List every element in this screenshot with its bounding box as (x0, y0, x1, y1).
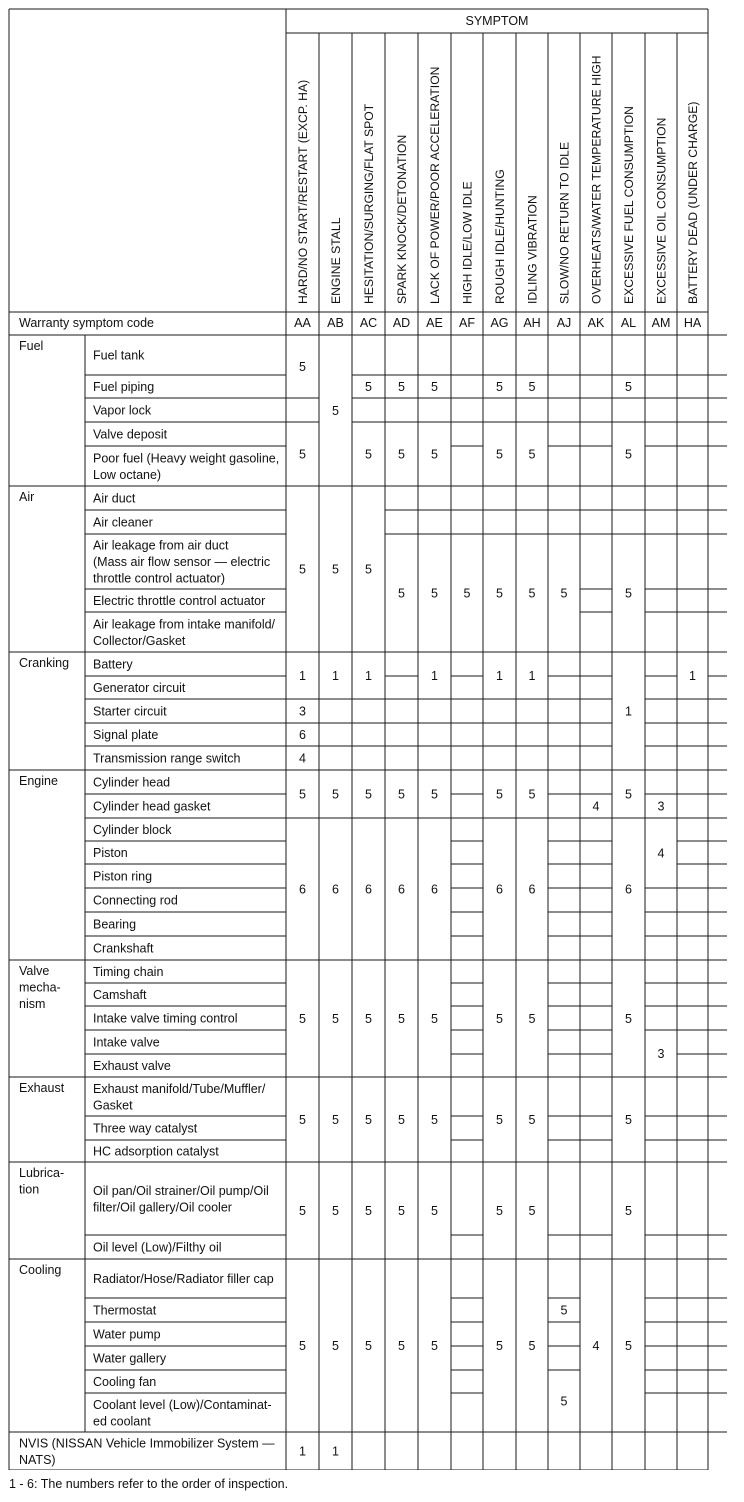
inspection-order-value: 4 (657, 846, 665, 861)
inspection-order-value: 5 (625, 1113, 632, 1127)
inspection-order-value: 5 (528, 1204, 536, 1218)
item-label: ed coolant (93, 1414, 151, 1429)
symptom-column-header: HIGH IDLE/LOW IDLE (460, 181, 475, 304)
group-label: Engine (19, 774, 58, 788)
group-label: Valve (19, 964, 50, 978)
inspection-order-value: 1 (332, 669, 339, 683)
item-label: Battery (93, 657, 133, 672)
inspection-order-value: 5 (365, 787, 372, 802)
symptom-column-header: EXCESSIVE FUEL CONSUMPTION (622, 106, 636, 304)
symptom-code: HA (683, 316, 702, 330)
group-label: nism (19, 997, 46, 1011)
item-label: Connecting rod (93, 893, 178, 908)
item-label: Oil level (Low)/Filthy oil (93, 1240, 222, 1255)
inspection-order-value: 1 (299, 669, 306, 683)
item-label: Intake valve (93, 1035, 160, 1050)
item-label: Air leakage from intake manifold/ (93, 617, 276, 632)
item-label: Three way catalyst (93, 1121, 198, 1136)
symptom-group-title: SYMPTOM (465, 14, 529, 28)
item-label: Coolant level (Low)/Contaminat- (93, 1397, 272, 1412)
symptom-column-header: ROUGH IDLE/HUNTING (493, 169, 507, 304)
inspection-order-value: 5 (398, 380, 405, 394)
item-label: Cylinder head gasket (93, 799, 211, 814)
item-label: Collector/Gasket (93, 633, 186, 648)
inspection-order-value: 5 (528, 787, 536, 802)
inspection-order-value: 5 (496, 1012, 503, 1026)
item-label: Bearing (93, 917, 137, 932)
inspection-order-value: 5 (398, 1113, 405, 1127)
group-label: Cooling (19, 1263, 62, 1277)
item-label: Gasket (93, 1098, 133, 1113)
group-label: Fuel (19, 339, 44, 353)
inspection-order-value: 5 (496, 1339, 503, 1353)
item-label: (Mass air flow sensor — electric (93, 555, 271, 569)
inspection-order-value: 5 (496, 1204, 503, 1218)
inspection-order-value: 1 (689, 669, 696, 683)
inspection-order-value: 6 (625, 882, 632, 897)
inspection-order-value: 5 (365, 1113, 372, 1127)
item-label: Electric throttle control actuator (93, 594, 266, 608)
item-label: Cylinder head (93, 775, 171, 790)
item-label: Intake valve timing control (93, 1011, 238, 1026)
inspection-order-value: 5 (560, 586, 568, 601)
inspection-order-value: 5 (463, 586, 471, 601)
inspection-order-value: 5 (299, 1113, 306, 1127)
item-label: Exhaust manifold/Tube/Muffler/ (93, 1081, 266, 1096)
inspection-order-value: 5 (299, 787, 306, 802)
inspection-order-value: 5 (299, 1339, 306, 1353)
inspection-order-value: 5 (332, 787, 339, 802)
item-label: Vapor lock (93, 403, 152, 418)
inspection-order-value: 5 (431, 586, 438, 601)
nvis-label: NATS) (19, 1452, 56, 1467)
item-label: Air duct (93, 491, 136, 506)
inspection-order-value: 5 (496, 1113, 503, 1127)
inspection-order-value: 1 (528, 669, 536, 683)
inspection-order-value: 5 (299, 1012, 306, 1026)
item-label: Water pump (93, 1327, 161, 1342)
symptom-column-header: BATTERY DEAD (UNDER CHARGE) (686, 101, 700, 304)
inspection-order-value: 5 (528, 447, 536, 462)
inspection-order-value: 3 (657, 799, 665, 814)
inspection-order-value: 5 (299, 360, 306, 374)
inspection-order-value: 5 (431, 1113, 438, 1127)
inspection-order-value: 6 (528, 882, 536, 897)
inspection-order-value: 4 (592, 1339, 600, 1353)
inspection-order-value: 5 (398, 787, 405, 802)
item-label: Starter circuit (93, 704, 167, 719)
group-label: Lubrica- (19, 1166, 65, 1180)
item-label: Air cleaner (93, 515, 153, 530)
item-label: Camshaft (93, 988, 147, 1002)
inspection-order-value: 5 (365, 1339, 372, 1353)
symptom-code: AG (490, 316, 509, 330)
inspection-order-value: 4 (592, 799, 600, 814)
inspection-order-value: 1 (431, 669, 438, 683)
inspection-order-value: 3 (299, 704, 306, 719)
inspection-order-value: 5 (431, 380, 438, 394)
item-label: filter/Oil gallery/Oil cooler (93, 1200, 232, 1215)
item-label: Fuel tank (93, 348, 145, 363)
item-label: Generator circuit (93, 681, 186, 695)
symptom-column-header: OVERHEATS/WATER TEMPERATURE HIGH (589, 55, 604, 304)
symptom-code: AD (392, 316, 411, 330)
item-label: Fuel piping (93, 380, 155, 394)
item-label: Timing chain (93, 965, 164, 979)
inspection-order-value: 1 (299, 1444, 306, 1459)
inspection-order-value: 5 (496, 447, 503, 462)
item-label: Air leakage from air duct (93, 538, 229, 553)
item-label: Cylinder block (93, 823, 172, 837)
inspection-order-value: 6 (431, 882, 438, 897)
inspection-order-value: 5 (398, 1339, 405, 1353)
item-label: Water gallery (93, 1351, 167, 1366)
symptom-column-header: SLOW/NO RETURN TO IDLE (557, 141, 572, 304)
item-label: HC adsorption catalyst (93, 1144, 219, 1159)
warranty-code-label: Warranty symptom code (19, 316, 154, 330)
item-label: Radiator/Hose/Radiator filler cap (93, 1272, 274, 1286)
group-label: Air (19, 490, 35, 504)
item-label: Thermostat (93, 1303, 157, 1318)
item-label: Low octane) (93, 467, 162, 482)
inspection-order-value: 5 (528, 1012, 536, 1026)
inspection-order-value: 5 (332, 1204, 339, 1218)
item-label: throttle control actuator) (93, 571, 226, 586)
inspection-order-value: 5 (431, 787, 438, 802)
inspection-order-value: 5 (398, 1204, 405, 1218)
inspection-order-value: 5 (625, 447, 632, 462)
inspection-order-value: 5 (365, 380, 372, 394)
inspection-order-value: 1 (365, 669, 372, 683)
inspection-order-value: 5 (365, 1012, 372, 1026)
inspection-order-value: 5 (299, 1204, 306, 1218)
inspection-order-value: 5 (365, 562, 372, 577)
item-label: Signal plate (93, 728, 159, 742)
inspection-order-value: 5 (431, 447, 438, 462)
inspection-order-value: 3 (657, 1047, 665, 1061)
inspection-order-value: 5 (496, 787, 503, 802)
item-label: Exhaust valve (93, 1059, 171, 1073)
item-label: Poor fuel (Heavy weight gasoline, (93, 451, 280, 466)
inspection-order-value: 6 (332, 882, 339, 897)
inspection-order-value: 5 (332, 1012, 339, 1026)
symptom-code: AC (359, 316, 378, 330)
item-label: Cooling fan (93, 1375, 157, 1389)
symptom-code: AM (651, 316, 671, 330)
symptom-code: AA (294, 316, 311, 330)
item-label: Crankshaft (93, 941, 154, 956)
inspection-order-value: 5 (398, 1012, 405, 1026)
group-label: Cranking (19, 656, 70, 670)
inspection-order-value: 5 (365, 1204, 372, 1218)
group-label: mecha- (19, 980, 61, 995)
symptom-column-header: HESITATION/SURGING/FLAT SPOT (362, 103, 376, 304)
item-label: Piston (93, 846, 128, 860)
inspection-order-value: 5 (625, 380, 632, 394)
symptom-code: AF (459, 316, 475, 330)
symptom-column-header: LACK OF POWER/POOR ACCELERATION (428, 66, 442, 304)
symptom-column-header: SPARK KNOCK/DETONATION (395, 134, 409, 304)
inspection-order-value: 5 (431, 1339, 438, 1353)
inspection-order-value: 5 (299, 447, 306, 462)
symptom-code: AH (523, 316, 541, 330)
inspection-order-value: 1 (332, 1444, 339, 1459)
symptom-code: AB (327, 316, 344, 330)
symptom-column-header: EXCESSIVE OIL CONSUMPTION (654, 117, 669, 304)
inspection-order-value: 5 (332, 404, 339, 418)
inspection-order-value: 5 (431, 1012, 438, 1026)
inspection-order-value: 5 (496, 586, 503, 601)
inspection-order-value: 5 (398, 447, 405, 462)
symptom-code: AE (426, 316, 443, 330)
inspection-order-value: 5 (625, 1204, 632, 1218)
inspection-order-value: 5 (625, 1339, 632, 1353)
item-label: Oil pan/Oil strainer/Oil pump/Oil (93, 1183, 269, 1198)
footnote: 1 - 6: The numbers refer to the order of inspection. (9, 1477, 289, 1491)
inspection-order-value: 6 (496, 882, 503, 897)
symptom-code: AL (620, 316, 637, 330)
inspection-order-value: 5 (528, 586, 536, 601)
symptom-column-header: HARD/NO START/RESTART (EXCP. HA) (296, 79, 310, 304)
inspection-order-value: 6 (365, 882, 372, 897)
inspection-order-value: 5 (299, 562, 306, 577)
item-label: Valve deposit (93, 427, 168, 442)
symptom-column-header: IDLING VIBRATION (525, 195, 540, 304)
inspection-order-value: 6 (299, 728, 306, 742)
inspection-order-value: 5 (496, 380, 503, 394)
group-label: tion (19, 1182, 40, 1197)
inspection-order-value: 5 (528, 380, 536, 394)
symptom-column-header: ENGINE STALL (329, 217, 343, 304)
inspection-order-value: 5 (625, 787, 632, 802)
nvis-label: NVIS (NISSAN Vehicle Immobilizer System — (19, 1436, 275, 1451)
inspection-order-value: 5 (625, 1012, 632, 1026)
item-label: Piston ring (93, 869, 153, 884)
inspection-order-value: 1 (496, 669, 503, 683)
inspection-order-value: 5 (332, 562, 339, 577)
inspection-order-value: 5 (528, 1113, 536, 1127)
inspection-order-value: 5 (625, 586, 632, 601)
item-label: Transmission range switch (93, 751, 241, 766)
inspection-order-value: 5 (365, 447, 372, 462)
inspection-order-value: 5 (398, 586, 405, 601)
inspection-order-value: 5 (560, 1303, 568, 1318)
symptom-code: AK (587, 316, 605, 330)
inspection-order-value: 6 (299, 882, 306, 897)
inspection-order-value: 5 (332, 1339, 339, 1353)
inspection-order-value: 5 (528, 1339, 536, 1353)
inspection-order-value: 4 (299, 751, 306, 766)
inspection-order-value: 5 (431, 1204, 438, 1218)
group-label: Exhaust (19, 1081, 65, 1095)
inspection-order-value: 5 (332, 1113, 339, 1127)
inspection-order-value: 5 (560, 1394, 568, 1409)
inspection-order-value: 6 (398, 882, 405, 897)
inspection-order-value: 1 (625, 704, 632, 719)
symptom-code: AJ (556, 316, 572, 330)
